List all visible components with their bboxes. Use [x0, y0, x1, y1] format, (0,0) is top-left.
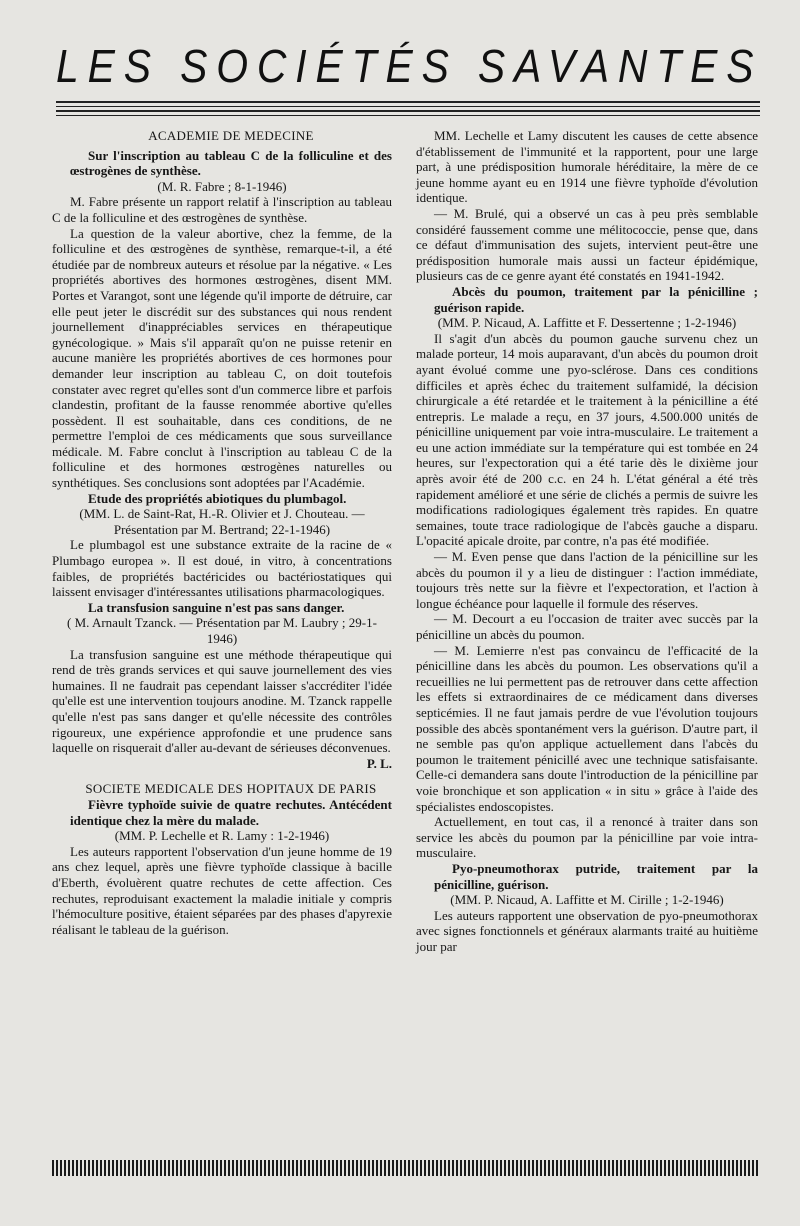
paragraph: Le plumbagol est une substance extraite de la racine de « Plumbago europea ». Il est doué, in vitro, à concentrations faibles, de propriétés bactéricides ou bactériostatiques qui laissent envisager d'intéressantes utilisations pharmacologiques.: [52, 537, 392, 600]
paragraph: — M. Decourt a eu l'occasion de traiter avec succès par la pénicilline un abcès du poumon.: [416, 611, 758, 642]
paragraph: MM. Lechelle et Lamy discutent les causes de cette absence d'établissement de l'immunité et la rapportent, pour une large part, à une prédisposition humorale héréditaire, la mère de ce jeune homme ayant eu en 1914 une fièvre typhoïde d'évolution identique.: [416, 128, 758, 206]
citation-saint-rat: (MM. L. de Saint-Rat, H.-R. Olivier et J. Chouteau. — Présentation par M. Bertrand; 22-1-1946): [79, 506, 365, 537]
article-title-transfusion: La transfusion sanguine n'est pas sans danger.: [88, 599, 345, 615]
article-title-folliculine: Sur l'inscription au tableau C de la folliculine et des œstrogènes de synthèse.: [70, 147, 392, 179]
article-title-typhoide: Fièvre typhoïde suivie de quatre rechutes. Antécédent identique chez la mère du malade.: [70, 796, 392, 828]
section-title-academie: ACADEMIE DE MEDECINE: [148, 128, 314, 143]
article-title-plumbagol: Etude des propriétés abiotiques du plumbagol.: [88, 490, 347, 506]
article-title-pyo-pneumothorax: Pyo-pneumothorax putride, traitement par la pénicilline, guérison.: [434, 860, 758, 892]
paragraph: La transfusion sanguine est une méthode thérapeutique qui rend de très grands services et qui sauve journellement des vies humaines. Il ne faudrait pas cependant laisser s'accréditer l'idée qu'elle est une intervention toujours anodine. M. Tzanck rappelle qu'elle n'est pas sans danger et qu'elle nécessite des contrôles rigoureux, une expérience approfondie et une prudence sans laquelle on risquerait d'aller au-devant de sérieuses déconvenues.: [52, 646, 392, 756]
paragraph: M. Fabre présente un rapport relatif à l'inscription au tableau C de la folliculine et des œstrogènes de synthèse.: [52, 194, 392, 225]
right-column: [416, 128, 758, 954]
masthead-title: LES SOCIÉTÉS SAVANTES: [56, 40, 763, 92]
paragraph: Les auteurs rapportent une observation de pyo-pneumothorax avec signes fonctionnels et généraux alarmants traité au huitième jour par: [416, 907, 758, 954]
paragraph: — M. Lemierre n'est pas convaincu de l'efficacité de la pénicilline dans les abcès du poumon. Les observations qu'il a recueillies ne lui permettent pas de retrouver dans cette affection les effets si extraordinaires de ce médicament dans diverses septicémies. Il ne faut jamais perdre de vue l'évolution toujours possible des abcès spontanément vers la guérison. D'autre part, il ne semble pas qu'on applique actuellement dans l'abcès du poumon le traitement pénicillé avec une technique satisfaisante. Celle-ci demandera sans doute l'introduction de la pénicilline par voie bronchique et son application « in situ » grâce à l'aide des spécialistes endoscopistes.: [416, 642, 758, 814]
paragraph: Il s'agit d'un abcès du poumon gauche survenu chez un malade porteur, 14 mois auparavant, d'un abcès du poumon droit ayant évolué comme une pyo-sclérose. Dans ces conditions difficiles et après échec du traitement sulfamidé, la décision chirurgicale a été retardée et le traitement à la pénicilline a été entrepris. Le malade a reçu, en 37 jours, 4.500.000 unités de pénicilline uniquement par voie intra-musculaire. Le traitement a eu une action immédiate sur la température qui est tombée en 24 heures, sur l'expectoration qui a été tarie dès le dixième jour après avoir été de 200 c.c. en 24 h. L'état général a été très rapidement amélioré et une série de clichés a permis de suivre les modifications radiologiques également très rapides. En quatre semaines, toute trace radiologique de l'abcès gauche a disparu. L'opacité apicale droite, par contre, n'a pas été modifiée.: [416, 330, 758, 549]
section-title-societe: SOCIETE MEDICALE DES HOPITAUX DE PARIS: [85, 781, 377, 797]
citation-fabre: (M. R. Fabre ; 8-1-1946): [157, 178, 287, 194]
bottom-decorative-bar: [52, 1160, 758, 1176]
paragraph: La question de la valeur abortive, chez la femme, de la folliculine et des œstrogènes de synthèse, remarque-t-il, a été étudiée par de nombreux auteurs et résolue par la négative. « Les propriétés abortives des hormones œstrogènes, disent MM. Portes et Varangot, sont une légende qu'il importe de détruire, car elle peut jeter le discrédit sur des substances qui nous rendent journellement d'inappréciables services en thérapeutique gynécologique. » Mais s'il apparaît qu'on ne puisse retenir en aucune manière les propriétés abortives de ces hormones pour demander leur inscription au tableau C, on doit toutefois constater avec regret qu'elles sont d'un commerce libre et parfois clandestin, profitant de la fausse renommée abortive qu'elles possèdent. Il est souhaitable, dans ces conditions, de ne permettre l'emploi de ces médicaments que sous surveillance médicale. M. Fabre conclut à l'inscription au tableau C de la folliculine et des hormones œstrogènes naturelles ou synthétiques. Ses conclusions sont adoptées par l'Académie.: [52, 225, 392, 491]
citation-nicaud-1: (MM. P. Nicaud, A. Laffitte et F. Dessertenne ; 1-2-1946): [437, 315, 737, 331]
citation-nicaud-2: (MM. P. Nicaud, A. Laffitte et M. Cirille ; 1-2-1946): [450, 892, 724, 908]
article-title-abces: Abcès du poumon, traitement par la pénicilline ; guérison rapide.: [434, 283, 758, 315]
signature: P. L.: [366, 755, 392, 771]
masthead-rules: [56, 101, 760, 119]
paragraph: — M. Brulé, qui a observé un cas à peu près semblable considéré faussement comme une mélitococcie, pense que, dans ce défaut d'immunisation des sujets, intervient peut-être une prédisposition humorale mais aussi un facteur épidémique, plusieurs cas de ce genre ayant été constatés en 1941-1942.: [416, 205, 758, 284]
citation-tzanck: ( M. Arnault Tzanck. — Présentation par M. Laubry ; 29-1-1946): [67, 615, 377, 646]
left-column: [52, 128, 392, 937]
paragraph: Les auteurs rapportent l'observation d'un jeune homme de 19 ans chez lequel, après une fièvre typhoïde classique à bacille d'Eberth, évoluèrent quatre rechutes de cette affection. Ces rechutes, reproduisant exactement la maladie initiale y compris l'hémoculture positive, étaient séparées par des phases d'apyrexie réalisant le tableau de la guérison.: [52, 843, 392, 937]
paragraph: — M. Even pense que dans l'action de la pénicilline sur les abcès du poumon il y a lieu de distinguer : l'action immédiate, toujours très nette sur la fièvre et l'expectoration, et l'action à longue échéance pour laquelle il formule des réserves.: [416, 549, 758, 611]
citation-lechelle: (MM. P. Lechelle et R. Lamy : 1-2-1946): [114, 828, 330, 844]
paragraph: Actuellement, en tout cas, il a renoncé à traiter dans son service les abcès du poumon par la pénicilline par voie intra-musculaire.: [416, 814, 758, 861]
